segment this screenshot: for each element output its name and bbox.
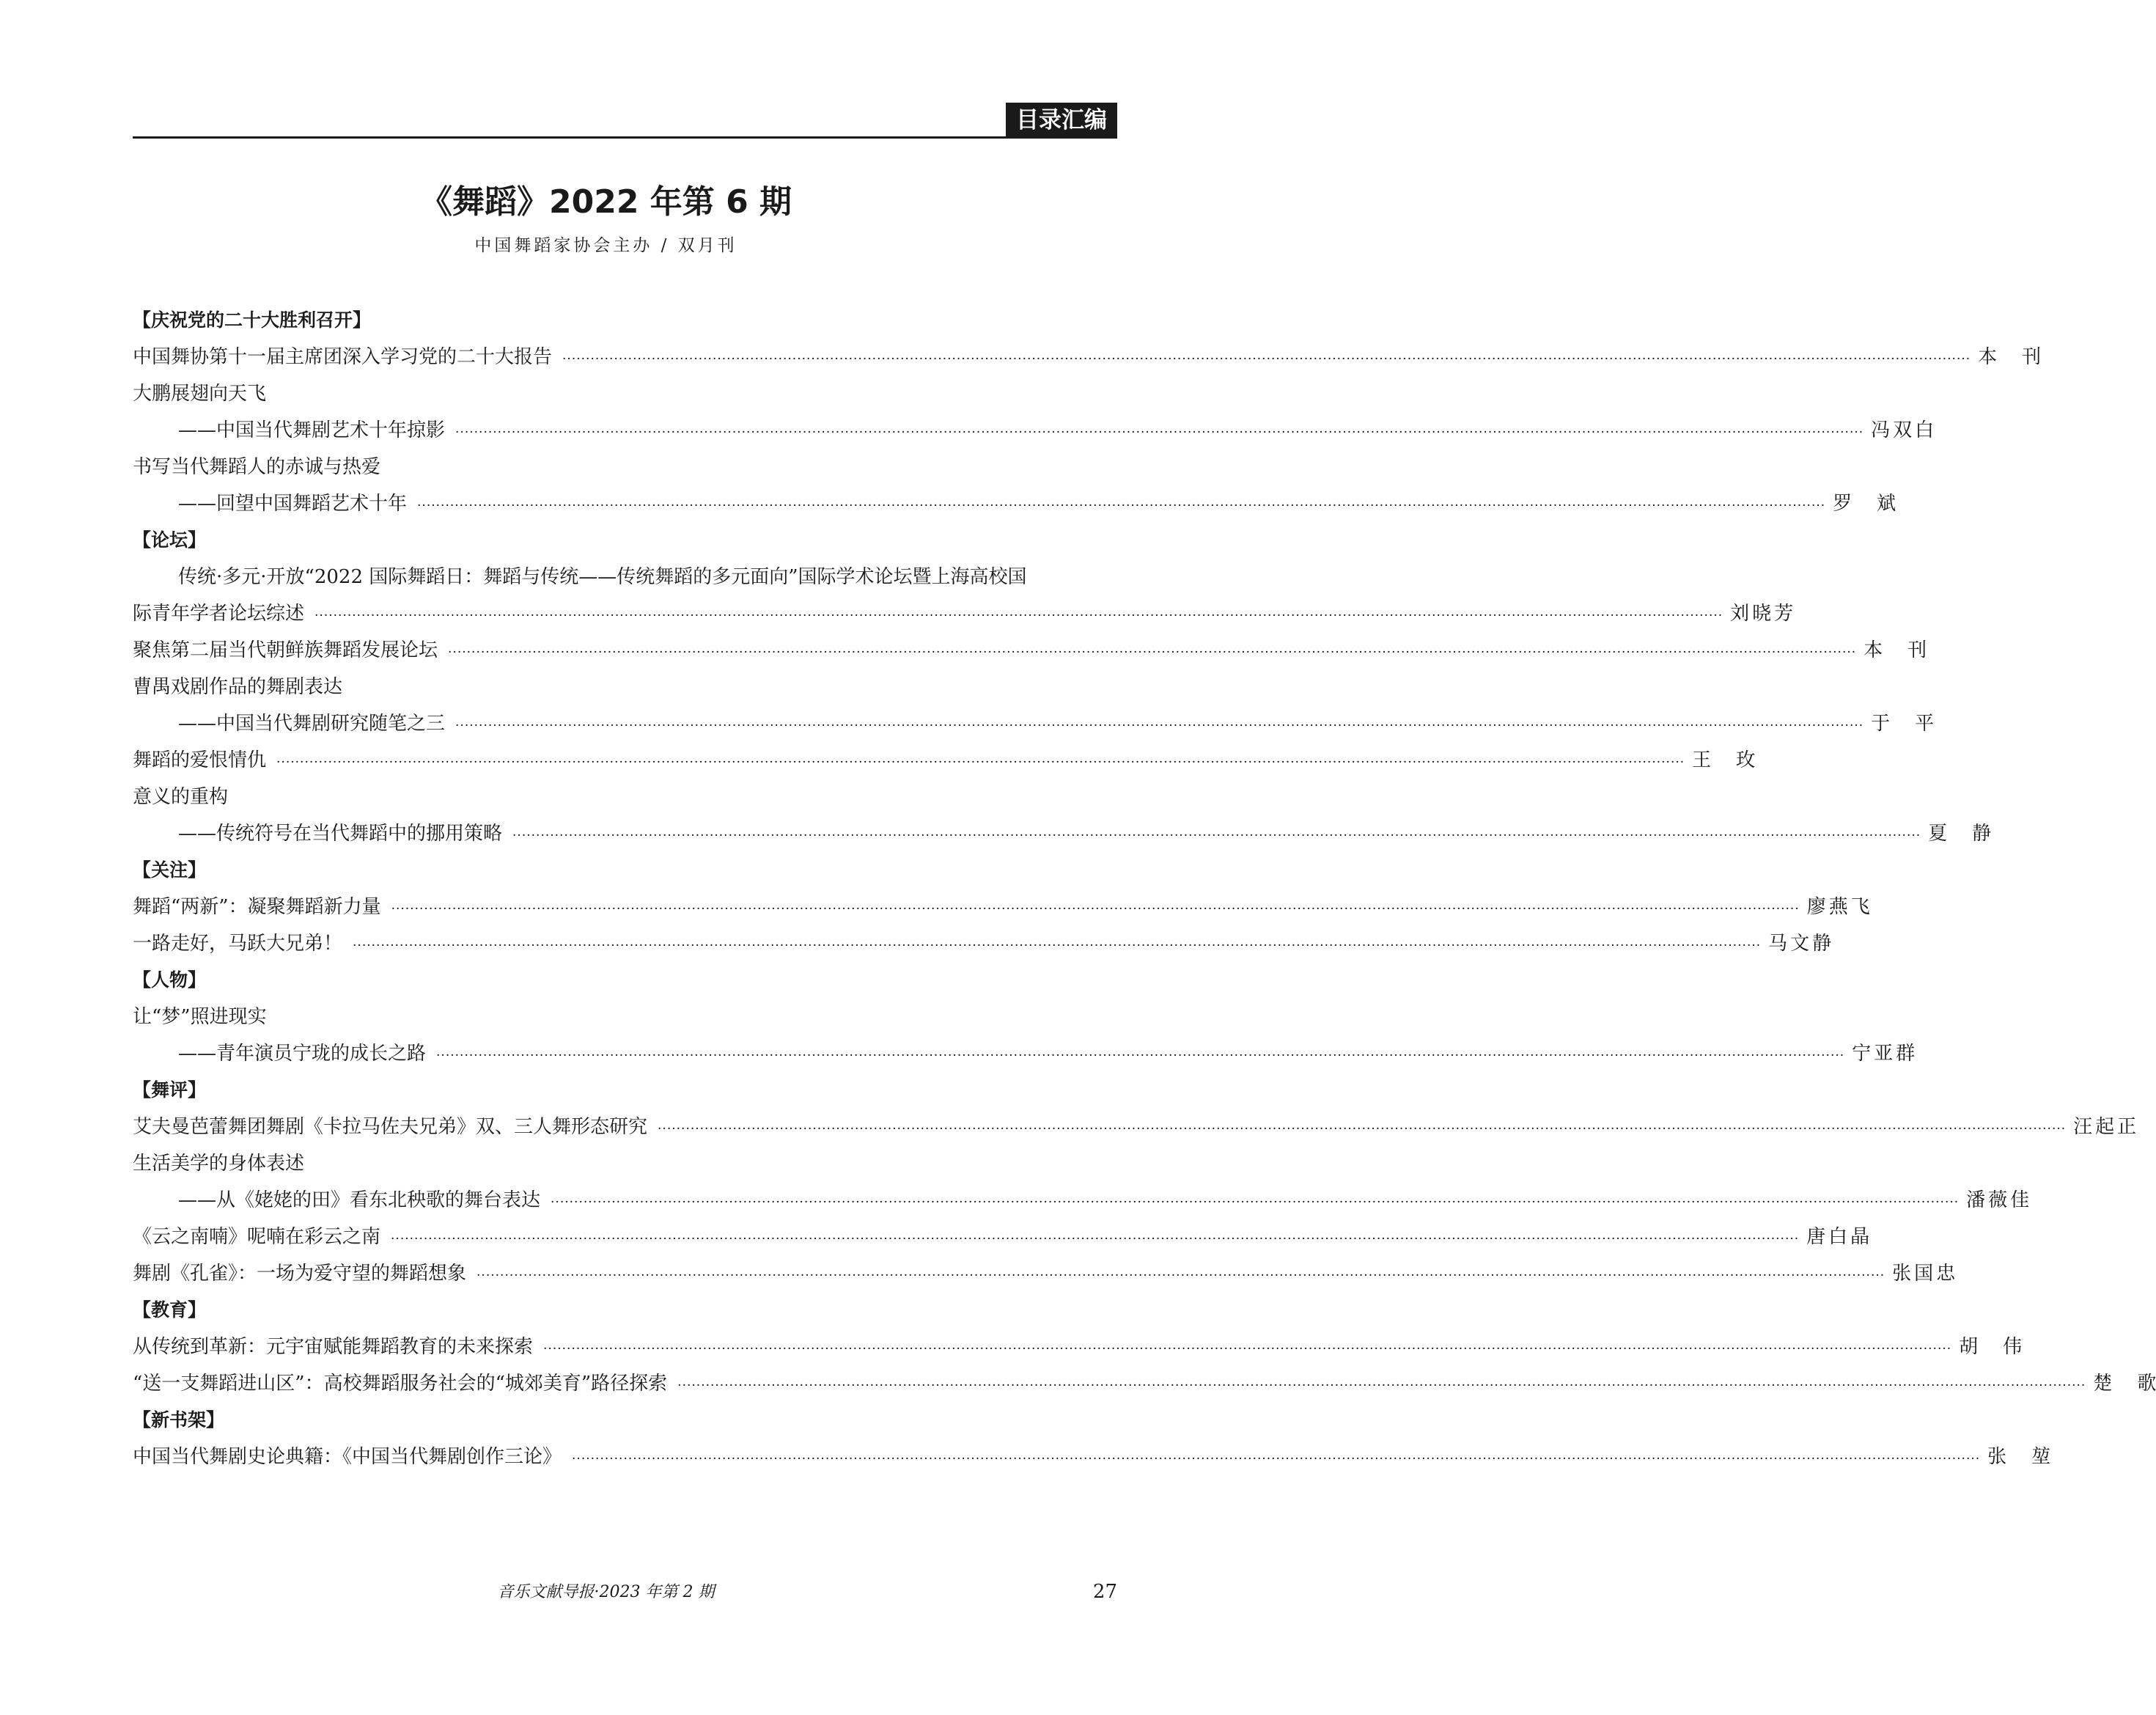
toc-section-heading: 【人物】 [133,969,207,991]
toc-entry-subtitle: ——传统符号在当代舞蹈中的挪用策略 [178,823,503,845]
toc-entry [133,742,1756,779]
toc-entry-author: 潘薇佳 [1966,1189,2030,1211]
toc-entry [133,412,1935,449]
dot-leader: ············································································································································································································································································································ [448,645,1857,660]
dot-leader: ············································································································································································································································································································ [477,1268,1885,1283]
dot-leader: ············································································································································································································································································································ [455,425,1864,440]
dot-leader: ············································································································································································································································································································ [353,939,1762,953]
toc-entry-title: 中国舞协第十一届主席团深入学习党的二十大报告 [133,346,553,368]
toc-article-title: 书写当代舞蹈人的赤诚与热爱 [133,456,381,478]
toc-entry-title: 《云之南喃》呢喃在彩云之南 [133,1226,381,1248]
page-number: 27 [1092,1581,1117,1603]
toc-entry [133,1182,2030,1219]
toc-entry-author: 马文静 [1768,933,1832,955]
toc-entry-author: 夏 静 [1928,823,1992,845]
toc-entry-title: 中国当代舞剧史论典籍：《中国当代舞剧创作三论》 [133,1446,562,1468]
dot-leader: ············································································································································································································································································································ [455,719,1864,733]
toc-entry-author: 张国忠 [1892,1263,1956,1285]
dot-leader: ············································································································································································································································································································ [276,755,1685,770]
toc-entry [133,1439,2051,1475]
footer-journal: 音乐文献导报·2023 年第 2 期 [497,1583,715,1601]
toc-entry-author: 本 刊 [1863,639,1927,661]
toc-entry-subtitle: ——青年演员宁珑的成长之路 [178,1043,427,1065]
toc-entry-title: 艾夫曼芭蕾舞团舞剧《卡拉马佐夫兄弟》双、三人舞形态研究 [133,1116,648,1138]
toc-entry-title: 舞蹈的爱恨情仇 [133,749,267,771]
toc-entry [133,705,1935,742]
toc-entry [133,632,1927,669]
toc-section-heading: 【关注】 [133,859,207,881]
dot-leader: ············································································································································································································································································································ [543,1342,1952,1356]
toc-entry [133,889,1870,925]
toc-entry-author: 楚 歌 [2093,1373,2156,1395]
toc-entry-author: 汪起正 [2073,1116,2137,1138]
toc-entry-title: 一路走好，马跃大兄弟！ [133,933,343,955]
toc-entry-author: 刘晓芳 [1730,603,1794,625]
toc-entry [133,925,1832,962]
toc-entry [133,1109,2137,1145]
toc-entry-author: 王 玫 [1692,749,1756,771]
toc-section-heading: 【新书架】 [133,1409,225,1431]
page-subtitle: 中国舞蹈家协会主办 / 双月刊 [474,236,737,255]
toc-entry-author: 于 平 [1871,713,1935,735]
toc-entry [133,1255,1956,1292]
toc-entry-subtitle: ——从《姥姥的田》看东北秧歌的舞台表达 [178,1189,541,1211]
toc-article-title: 意义的重构 [133,786,229,808]
section-badge: 目录汇编 [1006,103,1117,139]
toc-entry [133,815,1992,852]
toc-entry-author: 廖燕飞 [1806,896,1870,918]
toc-entry-author: 张 堃 [1987,1446,2051,1468]
toc-entry-title: 聚焦第二届当代朝鲜族舞蹈发展论坛 [133,639,438,661]
toc-entry-author: 冯双白 [1871,419,1935,441]
toc-entry-author: 本 刊 [1978,346,2042,368]
toc-entry [133,1329,2023,1365]
dot-leader: ············································································································································································································································································································ [658,1122,2067,1136]
toc-article-title: 生活美学的身体表述 [133,1153,305,1175]
toc-entry [133,339,2042,375]
dot-leader: ············································································································································································································································································································ [391,902,1800,917]
header-rule [133,136,1117,139]
toc-entry [133,1365,2156,1402]
toc-section-heading: 【论坛】 [133,529,207,551]
toc-entry-subtitle: ——中国当代舞剧研究随笔之三 [178,713,446,735]
toc-entry-title: 际青年学者论坛综述 [133,603,305,625]
toc-article-title: 传统·多元·开放“2022 国际舞蹈日：舞蹈与传统——传统舞蹈的多元面向”国际学术论坛暨上海高校国 [178,566,1027,588]
dot-leader: ············································································································································································································································································································ [417,499,1826,513]
page-title: 《舞蹈》2022 年第 6 期 [419,183,792,221]
dot-leader: ············································································································································································································································································································ [512,829,1921,843]
toc-entry-author: 罗 斌 [1833,493,1896,515]
toc-entry [133,595,1794,632]
dot-leader: ············································································································································································································································································································ [314,609,1723,623]
dot-leader: ············································································································································································································································································································ [391,1232,1800,1246]
dot-leader: ············································································································································································································································································································ [677,1378,2086,1393]
toc-entry [133,485,1896,522]
toc-entry [133,1035,1916,1072]
toc-entry-title: 舞蹈“两新”：凝聚舞蹈新力量 [133,896,381,918]
toc-article-title: 曹禺戏剧作品的舞剧表达 [133,676,343,698]
toc-entry-author: 唐白晶 [1806,1226,1870,1248]
dot-leader: ············································································································································································································································································································ [436,1049,1845,1063]
toc-entry-subtitle: ——中国当代舞剧艺术十年掠影 [178,419,446,441]
dot-leader: ············································································································································································································································································································ [572,1452,1981,1466]
toc-entry-title: 舞剧《孔雀》：一场为爱守望的舞蹈想象 [133,1263,467,1285]
toc-section-heading: 【舞评】 [133,1079,207,1101]
table-of-contents [133,302,2156,1475]
toc-section-heading: 【教育】 [133,1299,207,1321]
dot-leader: ············································································································································································································································································································ [551,1195,1960,1210]
toc-entry-title: 从传统到革新：元宇宙赋能舞蹈教育的未来探索 [133,1336,534,1358]
toc-article-title: 让“梦”照进现实 [133,1006,267,1028]
toc-entry-author: 宁亚群 [1852,1043,1916,1065]
toc-entry [133,1219,1870,1255]
dot-leader: ············································································································································································································································································································ [562,352,1971,367]
toc-section-heading: 【庆祝党的二十大胜利召开】 [133,309,372,331]
toc-entry-subtitle: ——回望中国舞蹈艺术十年 [178,493,408,515]
toc-entry-title: “送一支舞蹈进山区”：高校舞蹈服务社会的“城郊美育”路径探索 [133,1373,668,1395]
toc-article-title: 大鹏展翅向天飞 [133,383,267,405]
toc-entry-author: 胡 伟 [1959,1336,2023,1358]
